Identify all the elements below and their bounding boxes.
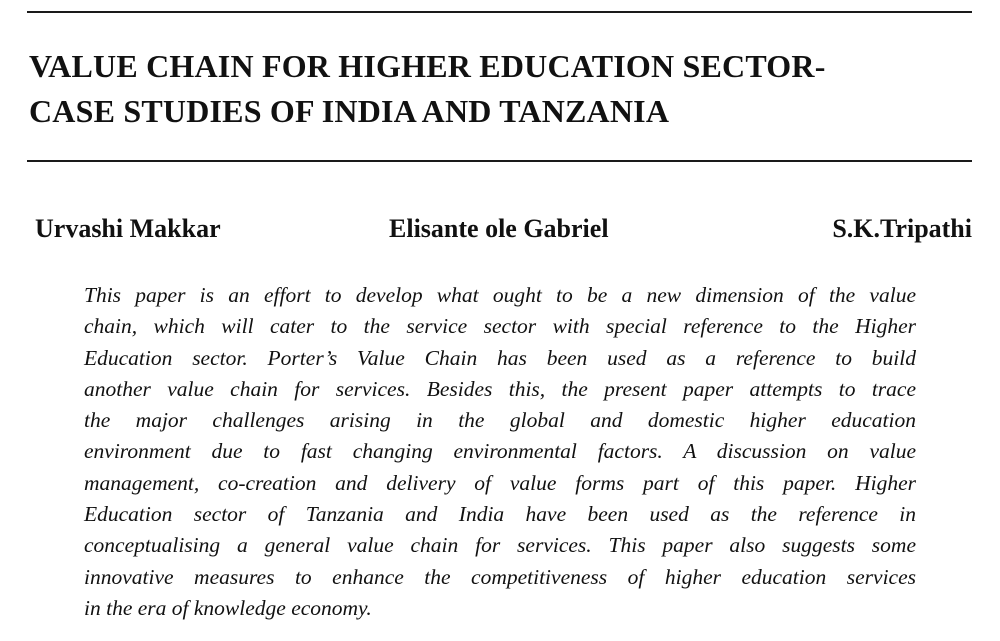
abstract-line: environment due to fast changing environmental factors. A discussion on value	[84, 439, 916, 464]
author-list	[0, 212, 1000, 246]
abstract-line: chain, which will cater to the service sector with special reference to the Higher	[84, 314, 916, 339]
abstract-line: conceptualising a general value chain for services. This paper also suggests some	[84, 533, 916, 558]
paper-title	[29, 44, 974, 134]
title-line-1: VALUE CHAIN FOR HIGHER EDUCATION SECTOR-	[29, 48, 826, 84]
abstract-line: Education sector. Porter’s Value Chain has been used as a reference to build	[84, 345, 916, 370]
abstract-line: innovative measures to enhance the competitiveness of higher education services	[84, 564, 916, 589]
abstract-line: Education sector of Tanzania and India have been used as the reference in	[84, 502, 916, 527]
abstract-line: management, co-creation and delivery of value forms part of this paper. Higher	[84, 470, 916, 495]
abstract	[84, 280, 916, 624]
top-rule	[27, 11, 972, 13]
author-name: Urvashi Makkar	[35, 214, 221, 243]
abstract-line: in the era of knowledge economy.	[84, 595, 372, 620]
abstract-line: This paper is an effort to develop what ought to be a new dimension of the value	[84, 283, 916, 307]
author-name: Elisante ole Gabriel	[389, 214, 609, 243]
abstract-line: the major challenges arising in the global and domestic higher education	[84, 408, 916, 433]
title-line-2: CASE STUDIES OF INDIA AND TANZANIA	[29, 93, 670, 129]
abstract-line: another value chain for services. Besides this, the present paper attempts to trace	[84, 376, 916, 401]
bottom-rule	[27, 160, 972, 162]
author-name: S.K.Tripathi	[832, 214, 972, 243]
